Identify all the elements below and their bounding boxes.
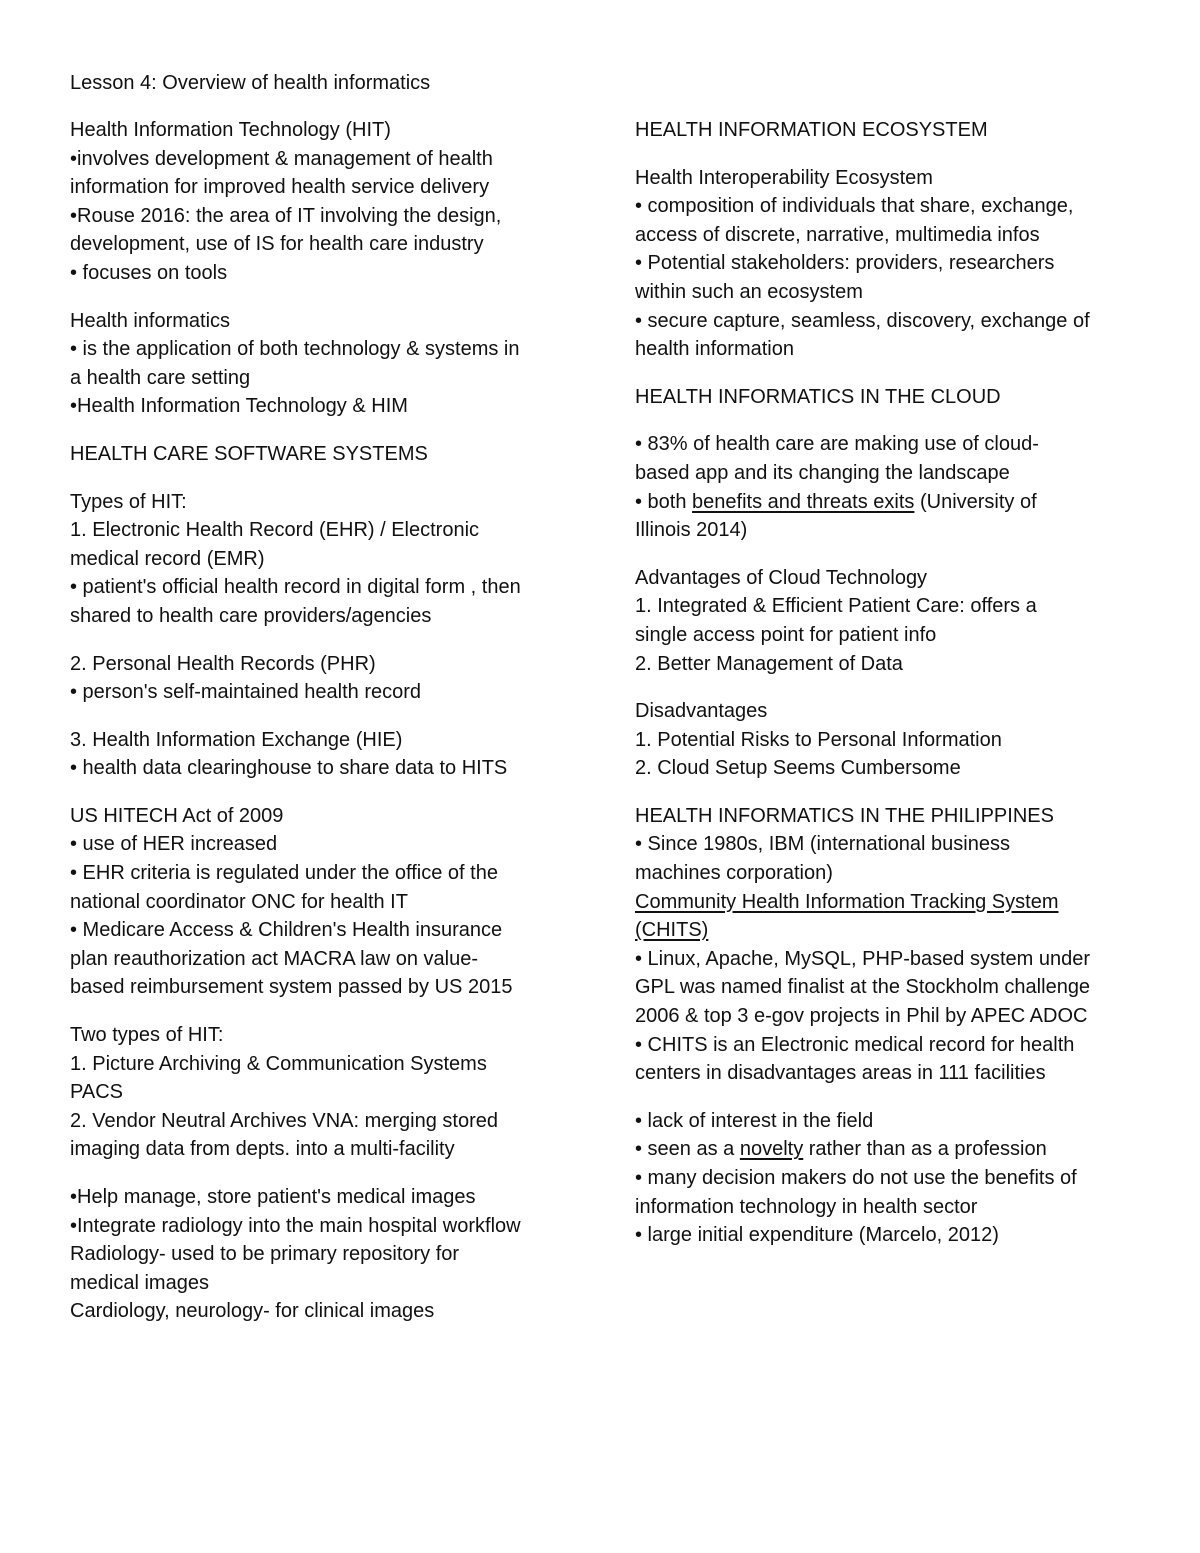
hit-heading: Health Information Technology (HIT) (70, 119, 391, 141)
text-line: GPL was named finalist at the Stockholm challenge (635, 976, 1091, 999)
text-line: 1. Picture Archiving & Communication Systems (70, 1052, 487, 1075)
disadvantages-heading: Disadvantages (635, 700, 768, 723)
text-line: information technology in health sector (635, 1195, 978, 1218)
text-line: based reimbursement system passed by US 2015 (70, 976, 513, 999)
text-fragment: • both (635, 490, 693, 513)
text-line: • use of HER increased (70, 833, 278, 856)
challenges-block (635, 1107, 1135, 1250)
pacs-uses-block (70, 1183, 570, 1326)
text-line: plan reauthorization act MACRA law on value- (70, 947, 478, 970)
text-line: centers in disadvantages areas in 111 facilities (635, 1062, 1046, 1085)
text-fragment: (University of (914, 490, 1037, 513)
text-line: a health care setting (70, 366, 251, 389)
text-line: machines corporation) (635, 862, 833, 885)
text-line: • health data clearinghouse to share data to HITS (70, 757, 508, 780)
text-line: •Integrate radiology into the main hospital workflow (70, 1214, 521, 1237)
text-line: •Rouse 2016: the area of IT involving the design, (70, 204, 502, 227)
text-line: • large initial expenditure (Marcelo, 2012) (635, 1224, 999, 1247)
text-line: • Since 1980s, IBM (international business (635, 833, 1010, 856)
cloud-heading: HEALTH INFORMATICS IN THE CLOUD (635, 385, 1001, 408)
text-line: within such an ecosystem (635, 280, 863, 303)
philippines-block (635, 802, 1135, 1088)
phr-block (70, 650, 570, 707)
hitech-block (70, 802, 570, 1002)
text-line: •Health Information Technology & HIM (70, 395, 408, 418)
text-line: • person's self-maintained health record (70, 681, 422, 704)
philippines-heading: HEALTH INFORMATICS IN THE PHILIPPINES (635, 804, 1054, 827)
chits-title: Community Health Information Tracking System (635, 890, 1059, 913)
text-line: • lack of interest in the field (635, 1109, 874, 1132)
two-types-heading: Two types of HIT: (70, 1024, 224, 1047)
text-line: medical record (EMR) (70, 547, 265, 570)
text-line: shared to health care providers/agencies (70, 604, 432, 627)
underlined-phrase: benefits and threats exits (692, 490, 915, 513)
text-line: Illinois 2014) (635, 519, 748, 542)
text-line: • focuses on tools (70, 261, 228, 284)
disadvantages-block (635, 697, 1135, 783)
text-line: 2. Better Management of Data (635, 652, 903, 675)
text-line: Radiology- used to be primary repository for (70, 1243, 460, 1266)
text-line: national coordinator ONC for health IT (70, 890, 408, 913)
advantages-block (635, 564, 1135, 678)
text-line: • EHR criteria is regulated under the office of the (70, 862, 498, 885)
text-line: •Help manage, store patient's medical images (70, 1186, 476, 1208)
text-line: 2006 & top 3 e-gov projects in Phil by APEC ADOC (635, 1005, 1088, 1028)
text-line: • 83% of health care are making use of cloud- (635, 433, 1039, 456)
text-line: 2. Cloud Setup Seems Cumbersome (635, 757, 961, 780)
text-line: • Medicare Access & Children's Health insurance (70, 919, 503, 942)
hitech-heading: US HITECH Act of 2009 (70, 804, 284, 827)
software-systems-heading: HEALTH CARE SOFTWARE SYSTEMS (70, 442, 428, 465)
text-line: information for improved health service delivery (70, 176, 490, 199)
underlined-word: novelty (739, 1138, 804, 1161)
text-line: health information (635, 338, 794, 361)
text-line: • Linux, Apache, MySQL, PHP-based system under (635, 947, 1090, 970)
ecosystem-block (635, 164, 1135, 364)
text-line: single access point for patient info (635, 623, 937, 646)
text-line: •involves development & management of health (70, 147, 493, 170)
two-types-block (70, 1021, 570, 1164)
text-line (635, 1135, 1135, 1164)
text-line: development, use of IS for health care industry (70, 233, 484, 256)
advantages-heading: Advantages of Cloud Technology (635, 566, 928, 589)
ecosystem-heading-block (635, 116, 1135, 145)
text-fragment: rather than as a profession (803, 1138, 1047, 1161)
text-line: 1. Integrated & Efficient Patient Care: offers a (635, 595, 1037, 618)
hie-block (70, 726, 570, 783)
left-column (70, 116, 570, 1345)
text-line (635, 488, 1135, 517)
interoperability-heading: Health Interoperability Ecosystem (635, 166, 933, 189)
health-informatics-heading: Health informatics (70, 309, 231, 332)
text-line: based app and its changing the landscape (635, 461, 1010, 484)
ehr-block (70, 488, 570, 631)
text-line: 3. Health Information Exchange (HIE) (70, 728, 403, 751)
text-line: • many decision makers do not use the benefits of (635, 1167, 1077, 1189)
types-of-hit-heading: Types of HIT: (70, 490, 187, 513)
chits-acronym: (CHITS) (635, 919, 709, 942)
text-line: 1. Electronic Health Record (EHR) / Electronic (70, 519, 480, 542)
text-line: • secure capture, seamless, discovery, exchange of (635, 309, 1090, 332)
text-fragment: • seen as a (635, 1138, 740, 1161)
text-line: • is the application of both technology & systems in (70, 338, 520, 361)
text-line: • composition of individuals that share, exchange, (635, 195, 1074, 218)
text-line: access of discrete, narrative, multimedia infos (635, 223, 1040, 246)
text-line: 2. Personal Health Records (PHR) (70, 652, 376, 675)
text-line: Cardiology, neurology- for clinical images (70, 1300, 435, 1323)
software-systems-block (70, 440, 570, 469)
cloud-block (635, 430, 1135, 544)
cloud-heading-block (635, 383, 1135, 412)
ecosystem-heading: HEALTH INFORMATION ECOSYSTEM (635, 119, 988, 141)
text-line: medical images (70, 1271, 209, 1294)
health-informatics-block (70, 307, 570, 421)
text-line: • CHITS is an Electronic medical record for health (635, 1033, 1075, 1056)
text-line: imaging data from depts. into a multi-facility (70, 1138, 455, 1161)
text-line: • Potential stakeholders: providers, researchers (635, 252, 1055, 275)
text-line: 2. Vendor Neutral Archives VNA: merging stored (70, 1109, 498, 1132)
hit-definition-block (70, 116, 570, 288)
page-title: Lesson 4: Overview of health informatics (70, 72, 431, 94)
text-line: PACS (70, 1081, 123, 1104)
right-column (635, 116, 1135, 1269)
text-line: • patient's official health record in digital form , then (70, 576, 521, 599)
text-line: 1. Potential Risks to Personal Information (635, 728, 1002, 751)
